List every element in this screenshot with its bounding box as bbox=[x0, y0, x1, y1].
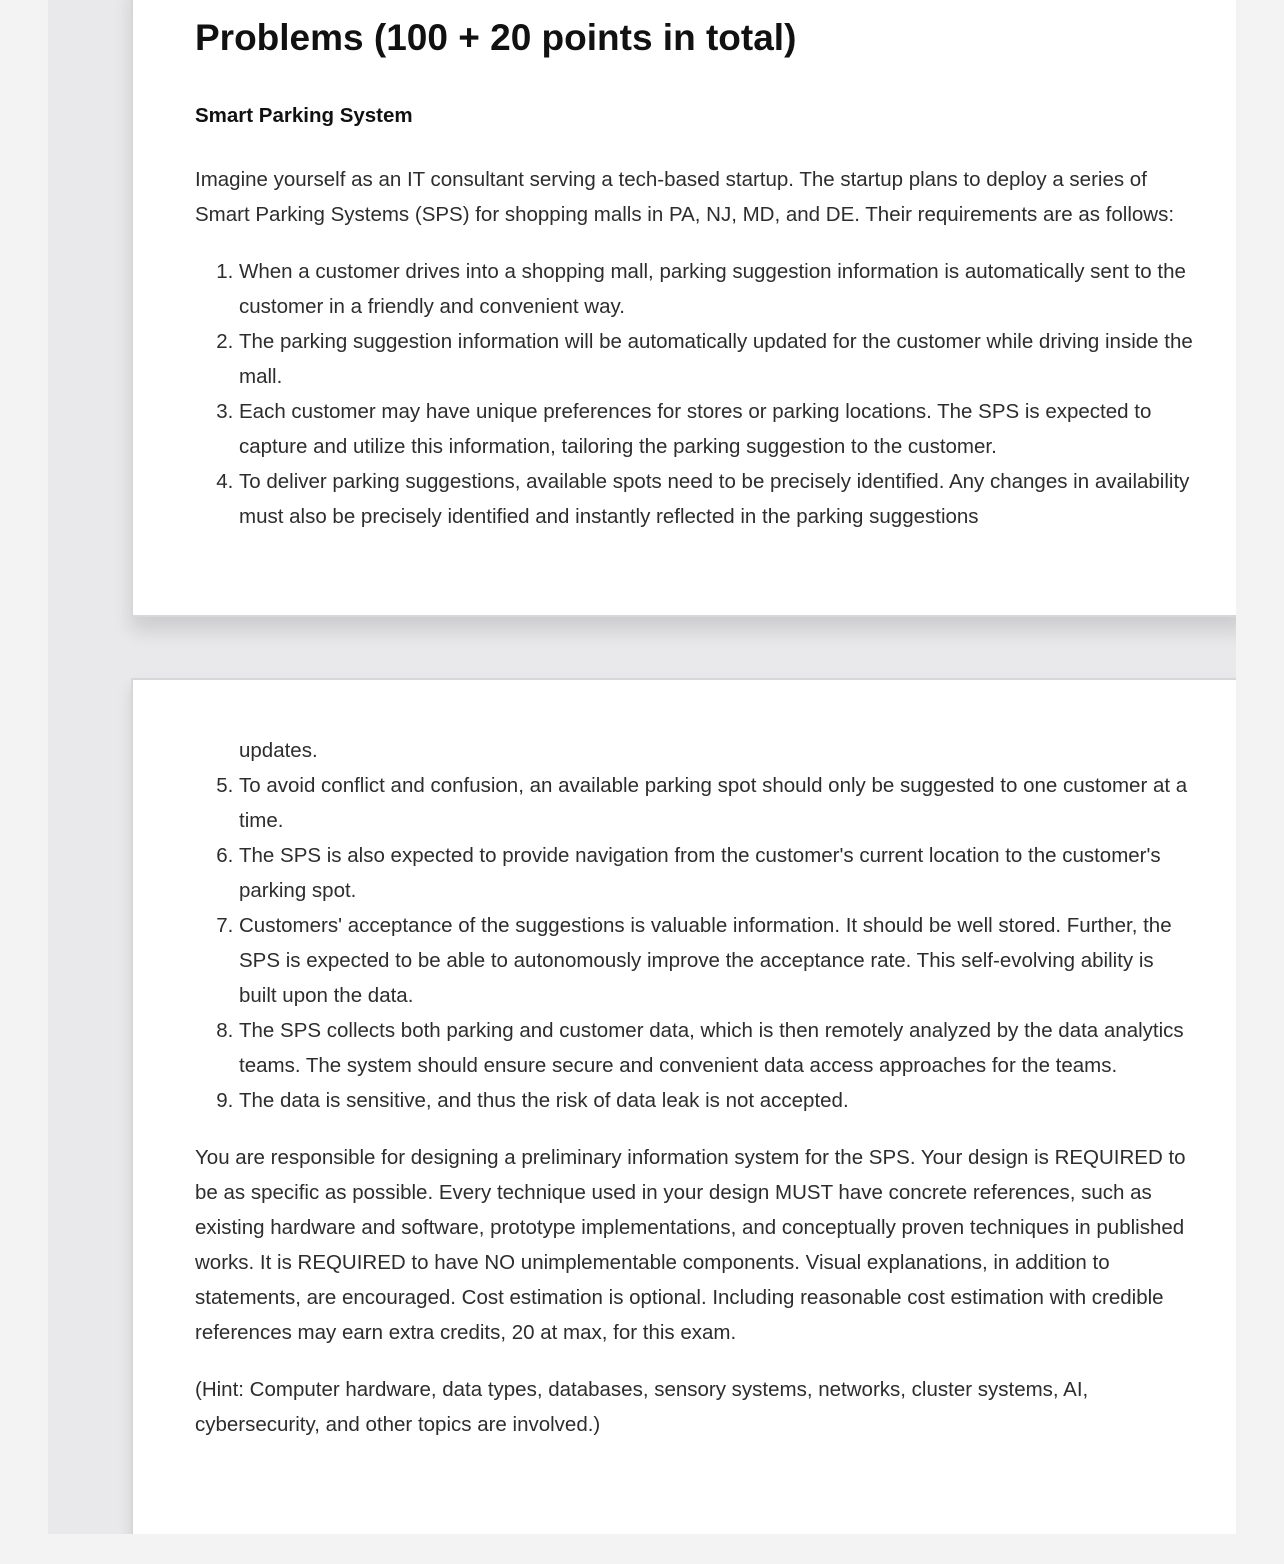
requirement-item-8: 8. The SPS collects both parking and customer data, which is then remotely analyzed by the data analytics teams. The system should ensure secure and convenient data access approaches for the teams. bbox=[239, 1013, 1195, 1083]
requirement-item-4: 4. To deliver parking suggestions, available spots need to be precisely identified. Any changes in availability must also be precisely identified and instantly reflected in the parking suggestions bbox=[239, 464, 1195, 534]
document-viewer[interactable] bbox=[48, 0, 1236, 1534]
document-title: Problems (100 + 20 points in total) bbox=[195, 17, 797, 58]
intro-paragraph: Imagine yourself as an IT consultant serving a tech-based startup. The startup plans to deploy a series of Smart Parking Systems (SPS) for shopping malls in PA, NJ, MD, and DE. Their requirements are as follows: bbox=[195, 168, 1175, 226]
requirement-item-6: 6. The SPS is also expected to provide navigation from the customer's current location to the customer's parking spot. bbox=[239, 838, 1195, 908]
requirement-item-5: 5. To avoid conflict and confusion, an available parking spot should only be suggested to one customer at a time. bbox=[239, 768, 1195, 838]
requirement-item-7: 7. Customers' acceptance of the suggestions is valuable information. It should be well stored. Further, the SPS is expected to be able to autonomously improve the acceptance rate. This self-evolving ability is built upon the data. bbox=[239, 908, 1195, 1013]
page-1-content bbox=[195, 16, 1195, 534]
page-2-content bbox=[195, 733, 1195, 1442]
bottom-bar bbox=[0, 1534, 1284, 1564]
hint-paragraph: (Hint: Computer hardware, data types, databases, sensory systems, networks, cluster systems, AI, cybersecurity, and other topics are involved.) bbox=[195, 1378, 1089, 1436]
requirements-list-part-2 bbox=[195, 768, 1195, 1118]
section-subtitle: Smart Parking System bbox=[195, 104, 413, 127]
document-page-1 bbox=[131, 0, 1236, 617]
requirement-item-9: 9. The data is sensitive, and thus the risk of data leak is not accepted. bbox=[239, 1083, 1195, 1118]
document-page-2 bbox=[131, 678, 1236, 1534]
requirement-item-1: 1. When a customer drives into a shopping mall, parking suggestion information is automatically sent to the customer in a friendly and convenient way. bbox=[239, 254, 1195, 324]
requirement-item-3: 3. Each customer may have unique preferences for stores or parking locations. The SPS is expected to capture and utilize this information, tailoring the parking suggestion to the customer. bbox=[239, 394, 1195, 464]
requirements-list-part-1 bbox=[195, 254, 1195, 534]
requirement-4-continuation: updates. bbox=[239, 739, 318, 762]
design-paragraph: You are responsible for designing a preliminary information system for the SPS. Your design is REQUIRED to be as specific as possible. Every technique used in your design MUST have concrete references, such as existing hardware and software, prototype implementations, and conceptually proven techniques in published works. It is REQUIRED to have NO unimplementable components. Visual explanations, in addition to statements, are encouraged. Cost estimation is optional. Including reasonable cost estimation with credible references may earn extra credits, 20 at max, for this exam. bbox=[195, 1146, 1186, 1344]
requirement-item-2: 2. The parking suggestion information will be automatically updated for the customer while driving inside the mall. bbox=[239, 324, 1195, 394]
